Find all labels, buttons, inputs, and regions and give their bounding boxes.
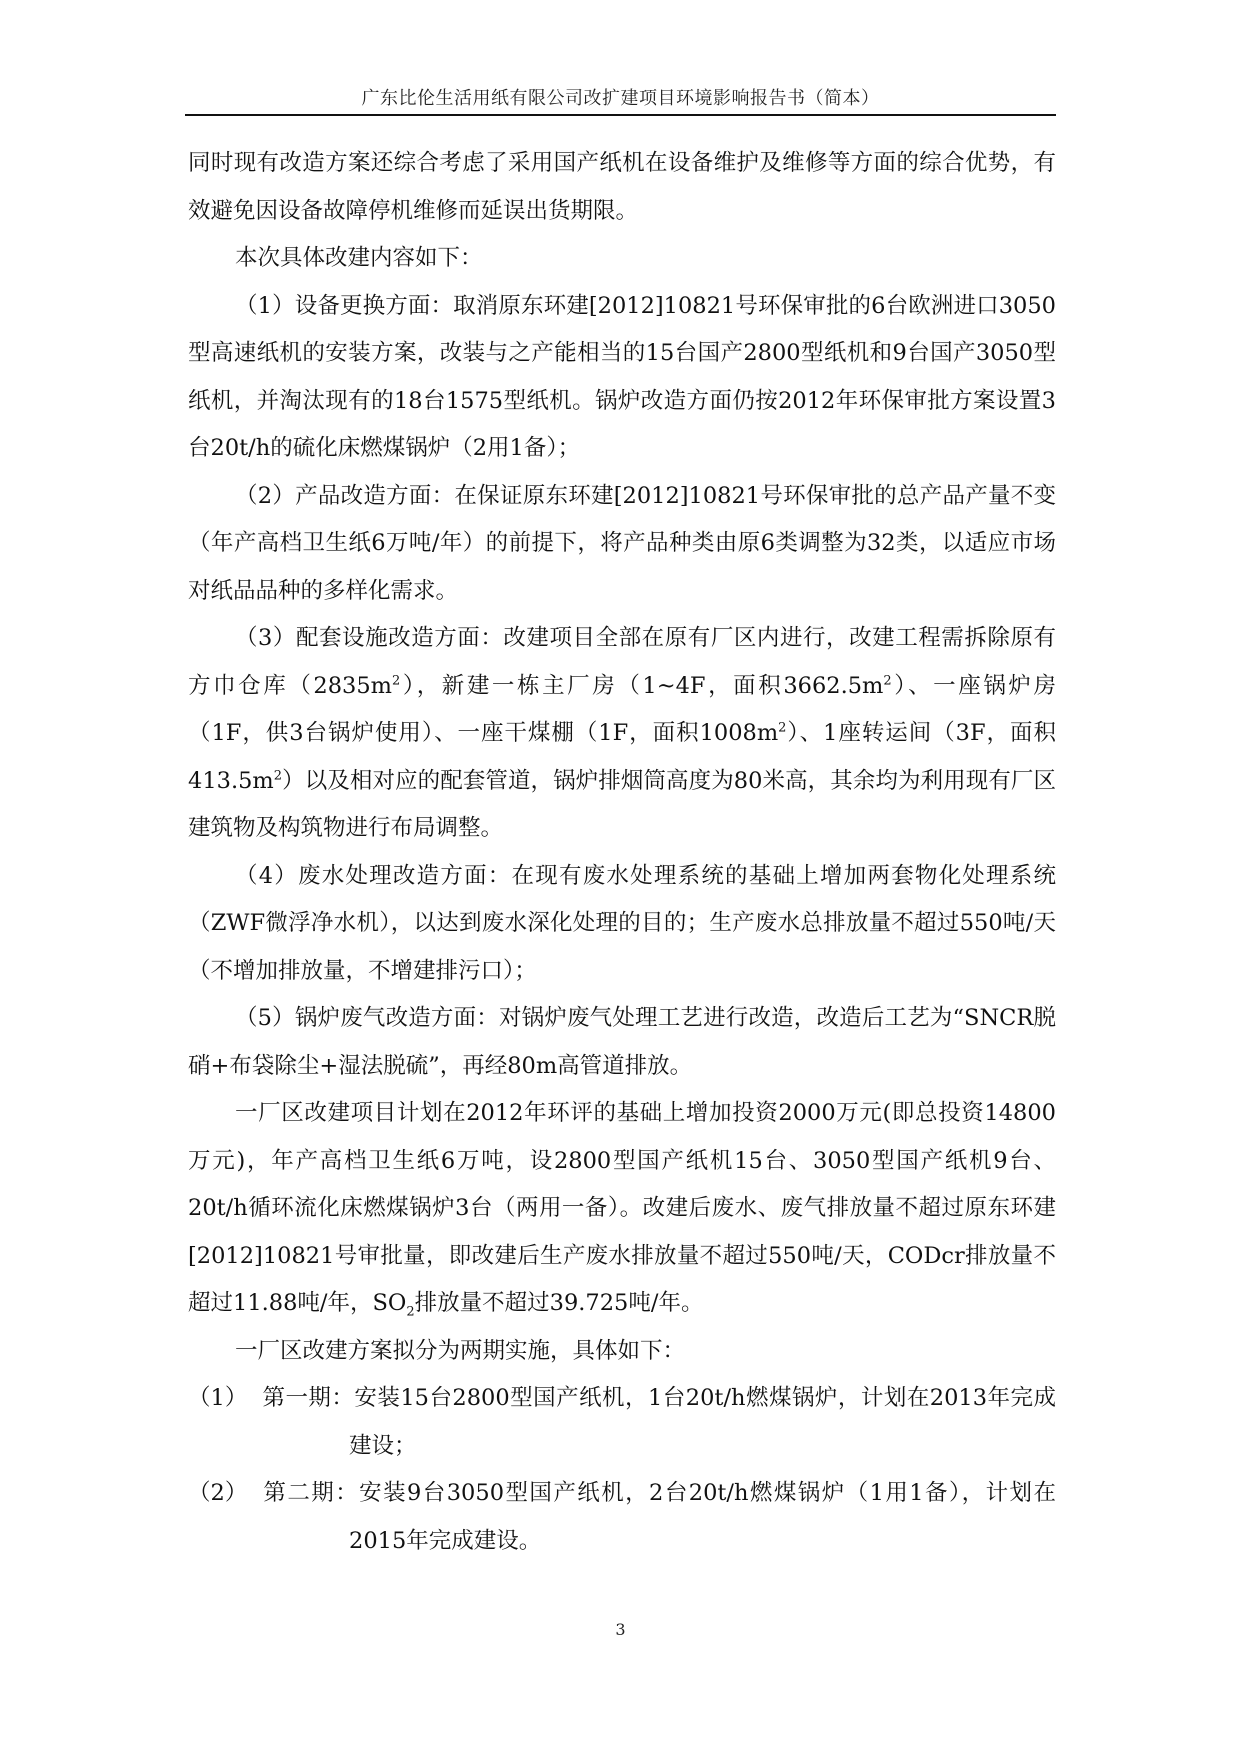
superscript: 2 bbox=[273, 768, 283, 783]
paragraph-1: 同时现有改造方案还综合考虑了采用国产纸机在设备维护及维修等方面的综合优势，有效避免因设备故障停机维修而延误出货期限。 bbox=[188, 150, 1056, 224]
paragraph-7: （5）锅炉废气改造方面：对锅炉废气处理工艺进行改造，改造后工艺为“SNCR脱硝+布袋除尘+湿法脱硫”，再经80m高管道排放。 bbox=[188, 1005, 1056, 1079]
paragraph-3: （1）设备更换方面：取消原东环建[2012]10821号环保审批的6台欧洲进口3050型高速纸机的安装方案，改装与之产能相当的15台国产2800型纸机和9台国产3050型纸机，并淘汰现有的18台1575型纸机。锅炉改造方面仍按2012年环保审批方案设置3台20t/h的硫化床燃煤锅炉（2用1备）； bbox=[188, 292, 1056, 461]
page-number: 3 bbox=[615, 1620, 626, 1639]
phase-number: （1） bbox=[188, 1385, 248, 1411]
paragraph-8-part-b: 排放量不超过39.725吨/年。 bbox=[414, 1290, 704, 1316]
paragraph-5-part-e: ）以及相对应的配套管道，锅炉排烟筒高度为80米高，其余均为利用现有厂区建筑物及构筑物进行布局调整。 bbox=[188, 767, 1056, 841]
document-body bbox=[188, 140, 1056, 1565]
paragraph-2: 本次具体改建内容如下： bbox=[235, 245, 483, 271]
superscript: 2 bbox=[883, 673, 892, 688]
paragraph-5-part-d: ）、1座转运间（3F，面积413.5m bbox=[188, 720, 1056, 794]
paragraph-6: （4）废水处理改造方面：在现有废水处理系统的基础上增加两套物化处理系统（ZWF微浮净水机），以达到废水深化处理的目的；生产废水总排放量不超过550吨/天（不增加排放量，不增建排污口）； bbox=[188, 862, 1056, 984]
paragraph-8 bbox=[188, 1090, 1056, 1328]
superscript: 2 bbox=[392, 673, 401, 688]
paragraph-5-part-c: ）、一座锅炉房（1F，供3台锅炉使用）、一座干煤棚（1F，面积1008m bbox=[188, 672, 1056, 746]
paragraph-5 bbox=[188, 615, 1056, 853]
phase-text: 第二期：安装9台3050型国产纸机，2台20t/h燃煤锅炉（1用1备），计划在2015年完成建设。 bbox=[262, 1480, 1056, 1554]
phase-item-1 bbox=[188, 1375, 1056, 1470]
subscript: 2 bbox=[406, 1304, 415, 1320]
paragraph-5-part-a: （3）配套设施改造方面：改建项目全部在原有厂区内进行，改建工程需拆除原有方巾仓库（2835m bbox=[188, 625, 1056, 699]
paragraph-4: （2）产品改造方面：在保证原东环建[2012]10821号环保审批的总产品产量不变（年产高档卫生纸6万吨/年）的前提下，将产品种类由原6类调整为32类，以适应市场对纸品品种的多样化需求。 bbox=[188, 482, 1056, 604]
paragraph-9: 一厂区改建方案拟分为两期实施，具体如下： bbox=[235, 1337, 686, 1364]
header-rule bbox=[185, 114, 1056, 116]
phase-item-2 bbox=[188, 1470, 1056, 1565]
phase-number: （2） bbox=[188, 1480, 248, 1506]
paragraph-8-part-a: 一厂区改建项目计划在2012年环评的基础上增加投资2000万元(即总投资14800万元)，年产高档卫生纸6万吨，设2800型国产纸机15台、3050型国产纸机9台、20t/h循环流化床燃煤锅炉3台（两用一备）。改建后废水、废气排放量不超过原东环建[2012]10821号审批量，即改建后生产废水排放量不超过550吨/天，CODcr排放量不超过11.88吨/年，SO bbox=[188, 1100, 1056, 1316]
superscript: 2 bbox=[778, 720, 787, 736]
paragraph-5-part-b: ），新建一栋主厂房（1~4F，面积3662.5m bbox=[400, 672, 884, 699]
running-header: 广东比伦生活用纸有限公司改扩建项目环境影响报告书（简本） bbox=[361, 88, 880, 109]
phase-text: 第一期：安装15台2800型国产纸机，1台20t/h燃煤锅炉，计划在2013年完成建设； bbox=[262, 1385, 1056, 1459]
